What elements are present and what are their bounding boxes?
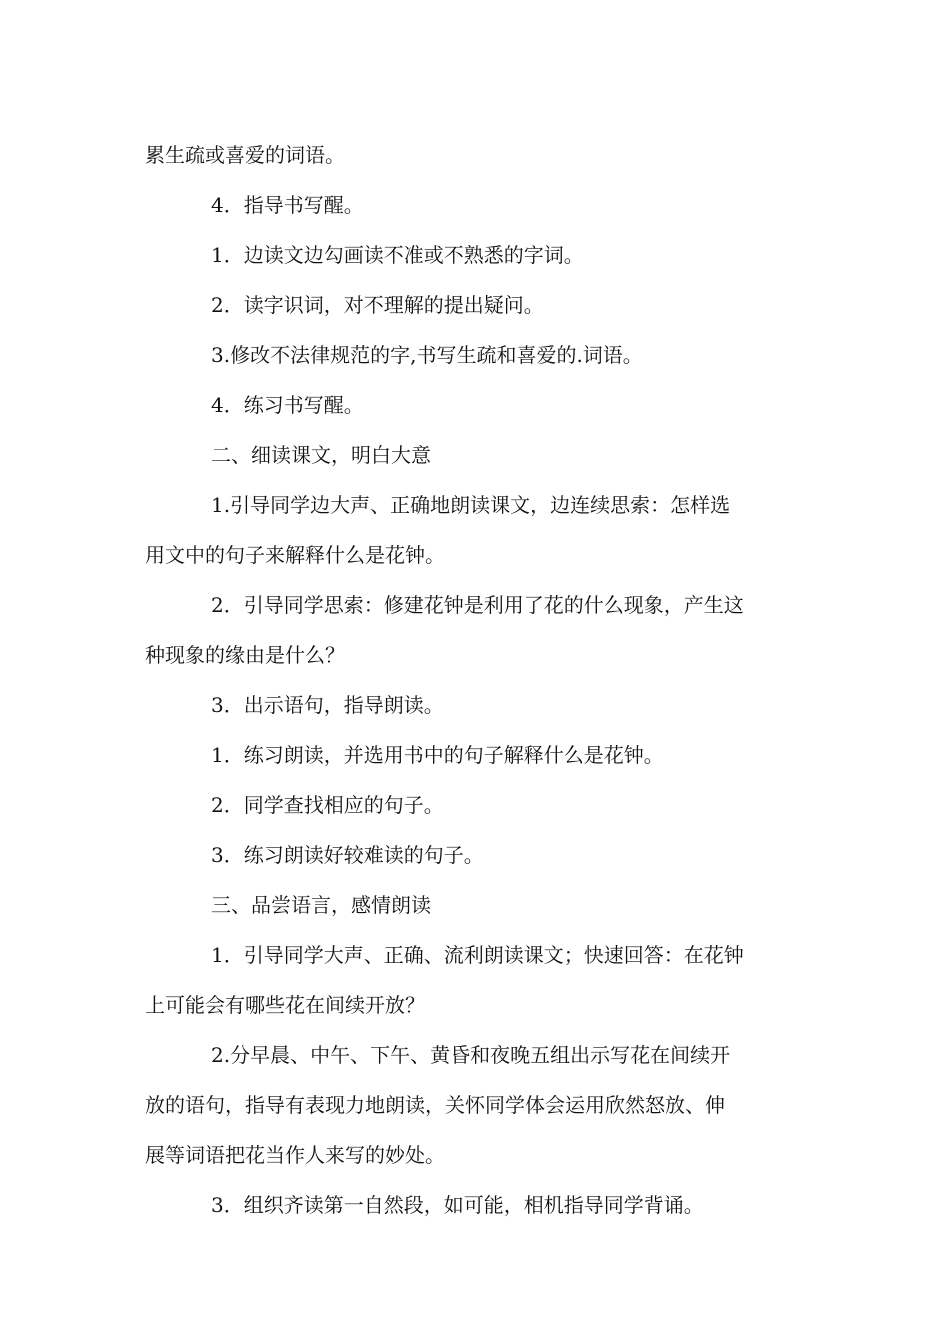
document-body [145,130,810,1230]
text-line-continuation: 累生疏或喜爱的词语。 [145,143,345,167]
text-line-step: 1．引导同学大声、正确、流利朗读课文；快速回答：在花钟 [211,943,744,967]
text-line-step: 1.引导同学边大声、正确地朗读课文，边连续思索：怎样选 [211,493,731,517]
text-line-continuation: 放的语句，指导有表现力地朗读，关怀同学体会运用欣然怒放、伸 [145,1093,725,1117]
text-line-step: 4．指导书写醒。 [211,193,364,217]
text-line-continuation: 上可能会有哪些花在间续开放？ [145,993,425,1017]
text-line-step: 2．读字识词，对不理解的提出疑问。 [211,293,544,317]
text-line-step: 2．同学查找相应的句子。 [211,793,444,817]
section-heading: 三、品尝语言，感情朗读 [211,893,431,917]
text-line-step: 1．练习朗读，并选用书中的句子解释什么是花钟。 [211,743,664,767]
section-heading: 二、细读课文，明白大意 [211,443,431,467]
text-line-step: 3．练习朗读好较难读的句子。 [211,843,484,867]
text-line-continuation: 种现象的缘由是什么？ [145,643,345,667]
text-line-step: 3.修改不法律规范的字,书写生疏和喜爱的.词语。 [211,343,643,367]
text-line-step: 3．出示语句，指导朗读。 [211,693,444,717]
text-line-continuation: 用文中的句子来解释什么是花钟。 [145,543,445,567]
text-line-step: 3．组织齐读第一自然段，如可能，相机指导同学背诵。 [211,1193,704,1217]
text-line-step: 4．练习书写醒。 [211,393,364,417]
text-line-step: 1．边读文边勾画读不准或不熟悉的字词。 [211,243,584,267]
text-line-continuation: 展等词语把花当作人来写的妙处。 [145,1143,445,1167]
text-line-step: 2．引导同学思索：修建花钟是利用了花的什么现象，产生这 [211,593,744,617]
text-line-step: 2.分早晨、中午、下午、黄昏和夜晚五组出示写花在间续开 [211,1043,731,1067]
